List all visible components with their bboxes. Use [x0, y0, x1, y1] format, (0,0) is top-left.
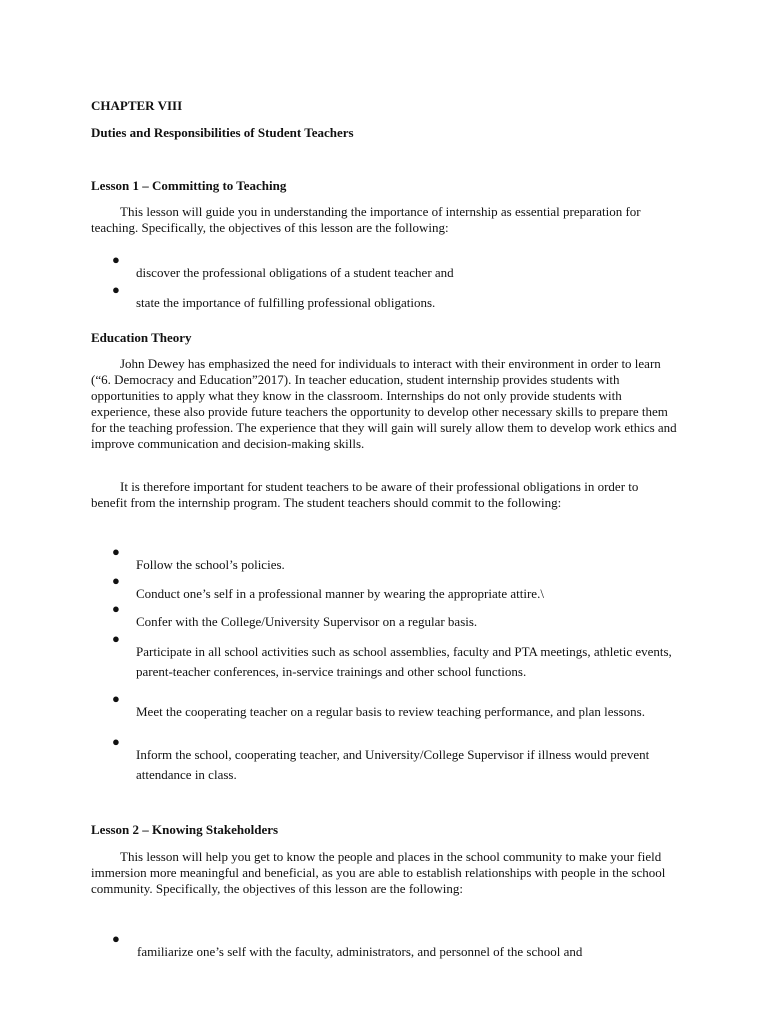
bullet-icon: ●: [112, 631, 120, 646]
education-theory-para1: John Dewey has emphasized the need for individuals to interact with their environment in order to learn (“6. Democracy and Education”2017). In teacher education, student internship provides students with opportunities to apply what they know in the classroom. Internships do not only provide students with experience, these also provide future teachers the opportunity to develop other necessary skills to prepare them for the teaching profession. The experience that they will gain will surely allow them to develop work ethics and improve communication and decision-making skills.: [91, 356, 677, 451]
commitment-item: Participate in all school activities such as school assemblies, faculty and PTA meetings, athletic events, parent-teacher conferences, in-service trainings and other school functions.: [136, 644, 672, 679]
lesson1-heading: Lesson 1 – Committing to Teaching: [91, 178, 287, 193]
commitment-item: Confer with the College/University Supervisor on a regular basis.: [136, 614, 478, 629]
commitment-item: Conduct one’s self in a professional manner by wearing the appropriate attire.\: [136, 586, 544, 601]
lesson2-heading: Lesson 2 – Knowing Stakeholders: [91, 822, 279, 837]
commitment-item: Follow the school’s policies.: [136, 557, 285, 572]
chapter-subtitle: Duties and Responsibilities of Student Teachers: [91, 125, 354, 140]
lesson2-intro: This lesson will help you get to know the people and places in the school community to make your field immersion more meaningful and beneficial, as you are able to establish relationships with people in the school community. Specifically, the objectives of this lesson are the following:: [91, 849, 666, 896]
bullet-icon: ●: [112, 573, 120, 588]
education-theory-heading: Education Theory: [91, 330, 192, 345]
commitment-item: Meet the cooperating teacher on a regular basis to review teaching performance, and plan lessons.: [136, 704, 645, 719]
lesson2-objective: familiarize one’s self with the faculty, administrators, and personnel of the school and: [137, 944, 583, 959]
bullet-icon: ●: [112, 734, 120, 749]
bullet-icon: ●: [112, 931, 120, 946]
bullet-icon: ●: [112, 601, 120, 616]
bullet-icon: ●: [112, 282, 120, 297]
lesson1-objective: state the importance of fulfilling professional obligations.: [136, 295, 436, 310]
bullet-icon: ●: [112, 691, 120, 706]
bullet-icon: ●: [112, 252, 120, 267]
education-theory-para2: It is therefore important for student teachers to be aware of their professional obligations in order to benefit from the internship program. The student teachers should commit to the following:: [91, 479, 639, 510]
lesson1-intro: This lesson will guide you in understanding the importance of internship as essential preparation for teaching. Specifically, the objectives of this lesson are the following:: [91, 204, 641, 235]
chapter-title: CHAPTER VIII: [91, 98, 183, 113]
commitment-item: Inform the school, cooperating teacher, and University/College Supervisor if illness would prevent attendance in class.: [136, 747, 650, 782]
lesson1-objective: discover the professional obligations of a student teacher and: [136, 265, 454, 280]
bullet-icon: ●: [112, 544, 120, 559]
